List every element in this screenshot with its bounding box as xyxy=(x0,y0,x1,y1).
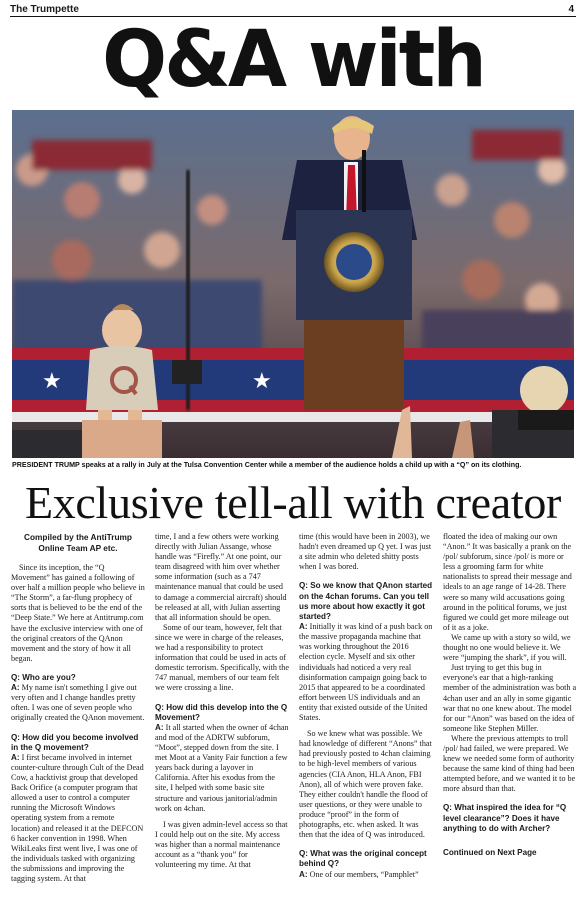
page-number: 4 xyxy=(568,4,574,15)
svg-text:★: ★ xyxy=(42,369,62,394)
paragraph: time (this would have been in 2003), we hadn't even dreamed up Q yet. I was just a site admin who deleted shitty posts when I was bored. xyxy=(299,532,432,572)
question-1: Q: Who are you? xyxy=(11,672,76,682)
article-column-2 xyxy=(155,532,289,896)
article-columns xyxy=(11,532,576,896)
question-6: Q: What inspired the idea for “Q level clearance”? Does it have anything to do with Archer? xyxy=(443,803,567,833)
article-column-4 xyxy=(443,532,577,896)
question-3: Q: How did this develop into the Q Movement? xyxy=(155,702,288,722)
article-column-3 xyxy=(299,532,433,896)
question-5: Q: What was the original concept behind Q? xyxy=(299,849,427,869)
photo-caption: PRESIDENT TRUMP speaks at a rally in July at the Tulsa Convention Center while a member of the audience holds a child up with a “Q” on its clothing. xyxy=(12,461,522,469)
paragraph: Some of our team, however, felt that since we were in charge of the releases, we had a responsibility to protect information that could be used in acts of domestic terrorism. Specifically, with the 747 manual, members of our team felt we were crossing a line. xyxy=(155,622,289,693)
paragraph: We came up with a story so wild, we thought no one would believe it. We were “jumping the shark”, if you will. xyxy=(443,632,571,663)
continued-note: Continued on Next Page xyxy=(443,848,537,858)
question-4: Q: So we know that QAnon started on the 4chan forums. Can you tell us more about how exactly it got started? xyxy=(299,581,433,621)
paragraph: Where the previous attempts to troll /pol/ had failed, we were prepared. We knew we needed some form of authority because the same kind of thing had been attempted before, and we wanted it to be more absurd than that. xyxy=(443,733,576,794)
headline: Q&A with xyxy=(102,15,484,105)
paragraph: floated the idea of making our own “Anon.” It was basically a prank on the /pol/ subforum, since /pol/ is more or less a grooming farm for white nationalists to spread their message and ideals to an age range of 14-28. There were so many wild accusations going around in the political forums, we just figured we could get more mileage out of it as a joke. xyxy=(443,532,572,632)
byline xyxy=(11,532,145,553)
byline-line-2: Online Team AP etc. xyxy=(38,542,118,553)
answer-1: A: My name isn't something I give out very often and I change handles pretty often. I was one of seven people who originally created the QAnon movement. xyxy=(11,683,145,723)
paragraph: So we knew what was possible. We had knowledge of different “Anons” that had previously posted to 4chan claiming to be high-level members of various agencies (CIA Anon, HLA Anon, FBI Anon), all of which were proven fake. They either couldn't handle the flood of user questions, or they were unable to produce “proof” in the form of photographs, etc. when asked. It was then that the idea of Q was introduced. xyxy=(299,729,432,840)
intro-paragraph: Since its inception, the “Q Movement” has gained a following of over half a million people who believe in “The Storm”, a far-flung prophecy of sorts that is believed to be the end of the “Deep State.” We here at Antitrump.com have the exclusive interview with one of the original creators of the QAnon movement and the story of how it all began. xyxy=(11,563,145,663)
rally-photo-illustration xyxy=(12,110,574,458)
publication-name: The Trumpette xyxy=(10,4,79,15)
answer-3: A: It all started when the owner of 4chan and mod of the ADRTW subforum, “Moot”, stepped down from the site. I met Moot at a Vanity Fair function a few years back during a layover in California. After his exodus from the site, I helped with some basic site structure and various janitorial/admin work on 4chan. xyxy=(155,722,289,813)
byline-line-1: Compiled by the AntiTrump xyxy=(23,532,132,542)
answer-4: A: Initially it was kind of a push back on the massive propaganda machine that was working throughout the 2016 election cycle. Myself and six other individuals had noticed a very real disinformation campaign going back to 2015 that appeared to be a coordinated effort between US individuals and an entity that existed outside of the United States. xyxy=(299,622,433,723)
answer-5: A: One of our members, “Pamphlet” xyxy=(299,869,419,879)
paragraph: Just trying to get this bug in everyone's ear that a high-ranking member of the administration was both a 4chan user and an ally in some gigantic war that no one knew about. The model for our “Anon” was based on the idea of someone like Stephen Miller. xyxy=(443,663,577,733)
paragraph: I was given admin-level access so that I could help out on the site. My access was higher than a normal maintenance account as a “thank you” for volunteering my time. At that xyxy=(155,819,288,870)
article-column-1 xyxy=(11,532,145,896)
rally-photo xyxy=(12,110,574,458)
article-subhead: Exclusive tell-all with creator xyxy=(24,477,562,528)
paragraph: time, I and a few others were working directly with Julian Assange, whose handle was “Firefly.” At one point, our team disagreed with him over whether some information (such as a 747 maintenance manual that could be used to damage a commercial aircraft) should be released at all, with Julian asserting that all information should be open. xyxy=(155,532,287,622)
answer-2: A: I first became involved in internet counter-culture through Cult of the Dead Cow, a hacktivist group that developed Back Orifice (a computer program that allowed a user to control a computer running the Microsoft Windows operating system from a remote location) and released it at the DEFCON 6 hacker convention in 1998. When WikiLeaks first went live, I was one of the individuals tasked with organizing the submissions and improving the tagging system. At that xyxy=(11,752,144,884)
question-2: Q: How did you become involved in the Q movement? xyxy=(11,732,139,752)
svg-text:★: ★ xyxy=(252,369,272,394)
